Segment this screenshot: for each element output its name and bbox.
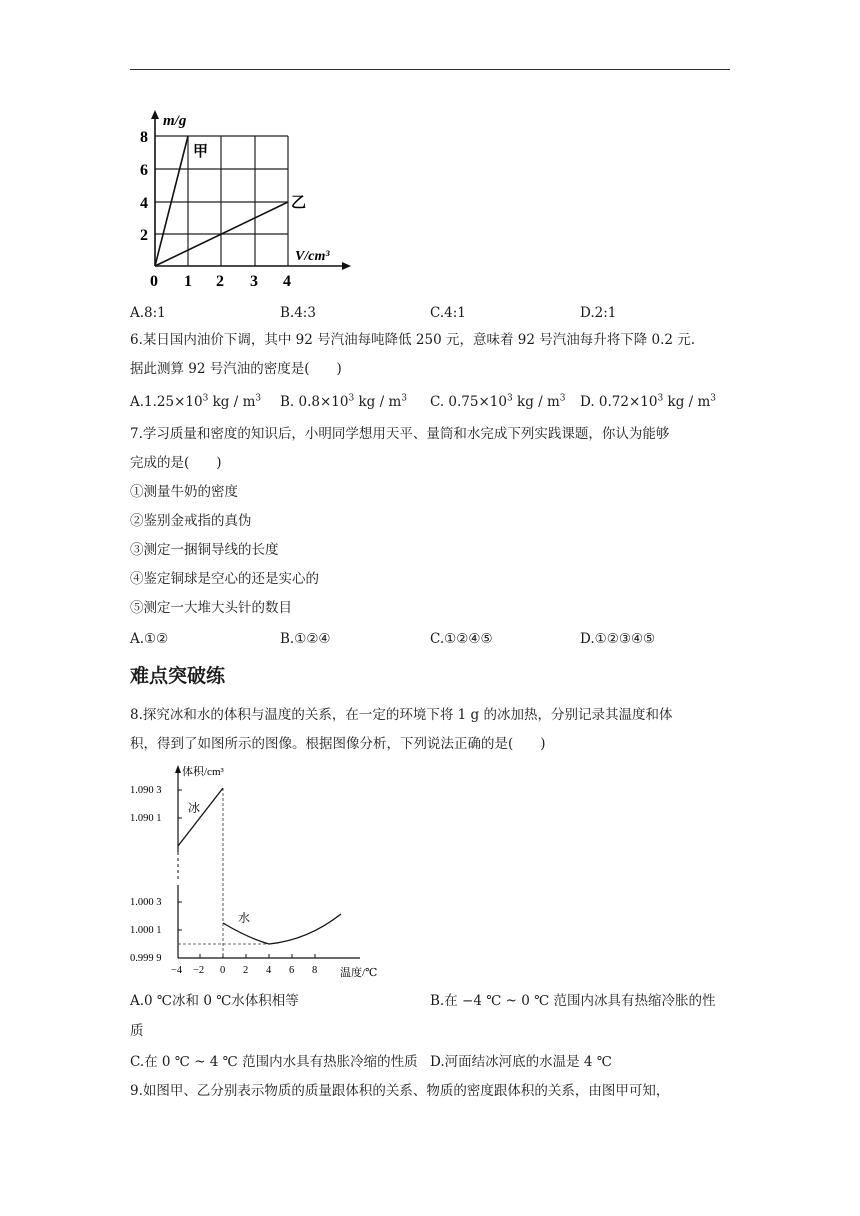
x-tick-neg4: −4 <box>171 965 183 976</box>
q6-line2: 据此测算 92 号汽油的密度是( ) <box>130 361 342 377</box>
q7-option-a: A.①② <box>130 631 169 647</box>
y-tick-1.0001: 1.000 1 <box>130 925 162 936</box>
q5-option-a: A.8:1 <box>130 305 166 321</box>
y-tick-0.9999: 0.999 9 <box>130 953 162 964</box>
x-tick-6: 6 <box>289 965 295 976</box>
q6-option-a: $A.1.25\times 10^3$ kg / $m^3$ <box>130 393 262 410</box>
q7-option-c: C.①②④⑤ <box>430 631 493 647</box>
x-axis-label: 温度/℃ <box>340 967 378 979</box>
series-jia-line <box>155 136 188 266</box>
x-tick-4: 4 <box>266 965 272 976</box>
y-axis-label: 体积/cm³ <box>182 766 224 778</box>
section-title: 难点突破练 <box>130 665 226 687</box>
q7-item-5: ⑤测定一大堆大头针的数目 <box>130 600 292 616</box>
q7-item-3: ③测定一捆铜导线的长度 <box>130 542 279 558</box>
q8-option-d: D.河面结冰河底的水温是 4 ℃ <box>430 1054 612 1070</box>
q5-option-c: C.4:1 <box>430 305 466 321</box>
q6-option-c: C. $0.75\times 10^3$ kg / $m^3$ <box>430 393 566 410</box>
q8-line1: 8.探究冰和水的体积与温度的关系，在一定的环境下将 1 g 的冰加热，分别记录其温度和体 <box>130 707 673 723</box>
y-tick-1.0901: 1.090 1 <box>130 813 162 824</box>
q8-line2: 积，得到了如图所示的图像。根据图像分析，下列说法正确的是( ) <box>130 736 546 752</box>
q5-option-d: D.2:1 <box>580 305 617 321</box>
y-tick-4: 4 <box>140 195 148 212</box>
series-jia-label: 甲 <box>193 144 209 160</box>
q7-item-4: ④鉴定铜球是空心的还是实心的 <box>130 571 319 587</box>
q6-line1: 6.某日国内油价下调，其中 92 号汽油每吨降低 250 元，意味着 92 号汽油每升将下降 0.2 元. <box>130 332 696 348</box>
x-axis-arrow <box>342 262 351 270</box>
x-tick-8: 8 <box>312 965 318 976</box>
q8-option-b-cont: 质 <box>130 1023 144 1039</box>
y-axis-label: m/g <box>163 113 187 129</box>
q7-option-d: D.①②③④⑤ <box>580 631 656 647</box>
series-ice-line <box>178 788 223 846</box>
series-yi-label: 乙 <box>291 195 307 211</box>
x-tick-2: 2 <box>216 273 224 290</box>
y-tick-1.0003: 1.000 3 <box>130 897 162 908</box>
y-tick-6: 6 <box>140 162 148 179</box>
q7-option-b: B.①②④ <box>280 631 331 647</box>
x-tick-0: 0 <box>150 273 158 290</box>
q5-option-b: B.4:3 <box>280 305 316 321</box>
header-rule <box>130 69 730 70</box>
mass-volume-chart <box>138 108 358 293</box>
x-tick-0: 0 <box>220 965 226 976</box>
x-tick-2: 2 <box>243 965 249 976</box>
q8-option-b: B.在 −4 ℃ ~ 0 ℃ 范围内冰具有热缩冷胀的性 <box>430 993 716 1009</box>
series-water-label: 水 <box>238 911 251 925</box>
x-tick-1: 1 <box>184 273 192 290</box>
y-axis-arrow <box>151 110 159 119</box>
q7-item-2: ②鉴别金戒指的真伪 <box>130 513 252 529</box>
q9-line1: 9.如图甲、乙分别表示物质的质量跟体积的关系、物质的密度跟体积的关系，由图甲可知， <box>130 1083 670 1099</box>
x-tick-4: 4 <box>283 273 291 290</box>
q7-line2: 完成的是( ) <box>130 455 222 471</box>
y-tick-8: 8 <box>140 129 148 146</box>
q8-option-a: A.0 ℃冰和 0 ℃水体积相等 <box>130 993 299 1009</box>
x-axis-label: V/cm³ <box>295 249 330 264</box>
volume-temperature-chart <box>128 760 398 985</box>
q8-option-c: C.在 0 ℃ ~ 4 ℃ 范围内水具有热胀冷缩的性质 <box>130 1054 418 1070</box>
y-tick-2: 2 <box>140 227 148 244</box>
series-ice-label: 冰 <box>188 801 201 815</box>
y-tick-1.0903: 1.090 3 <box>130 785 162 796</box>
x-tick-3: 3 <box>250 273 258 290</box>
q7-line1: 7.学习质量和密度的知识后，小明同学想用天平、量筒和水完成下列实践课题，你认为能够 <box>130 426 670 442</box>
q6-option-b: B. $0.8\times 10^3$ kg / $m^3$ <box>280 393 407 410</box>
x-tick-neg2: −2 <box>193 965 205 976</box>
q6-option-d: D. $0.72\times 10^3$ kg / $m^3$ <box>580 393 716 410</box>
q7-item-1: ①测量牛奶的密度 <box>130 484 238 500</box>
y-axis-arrow <box>175 765 181 773</box>
